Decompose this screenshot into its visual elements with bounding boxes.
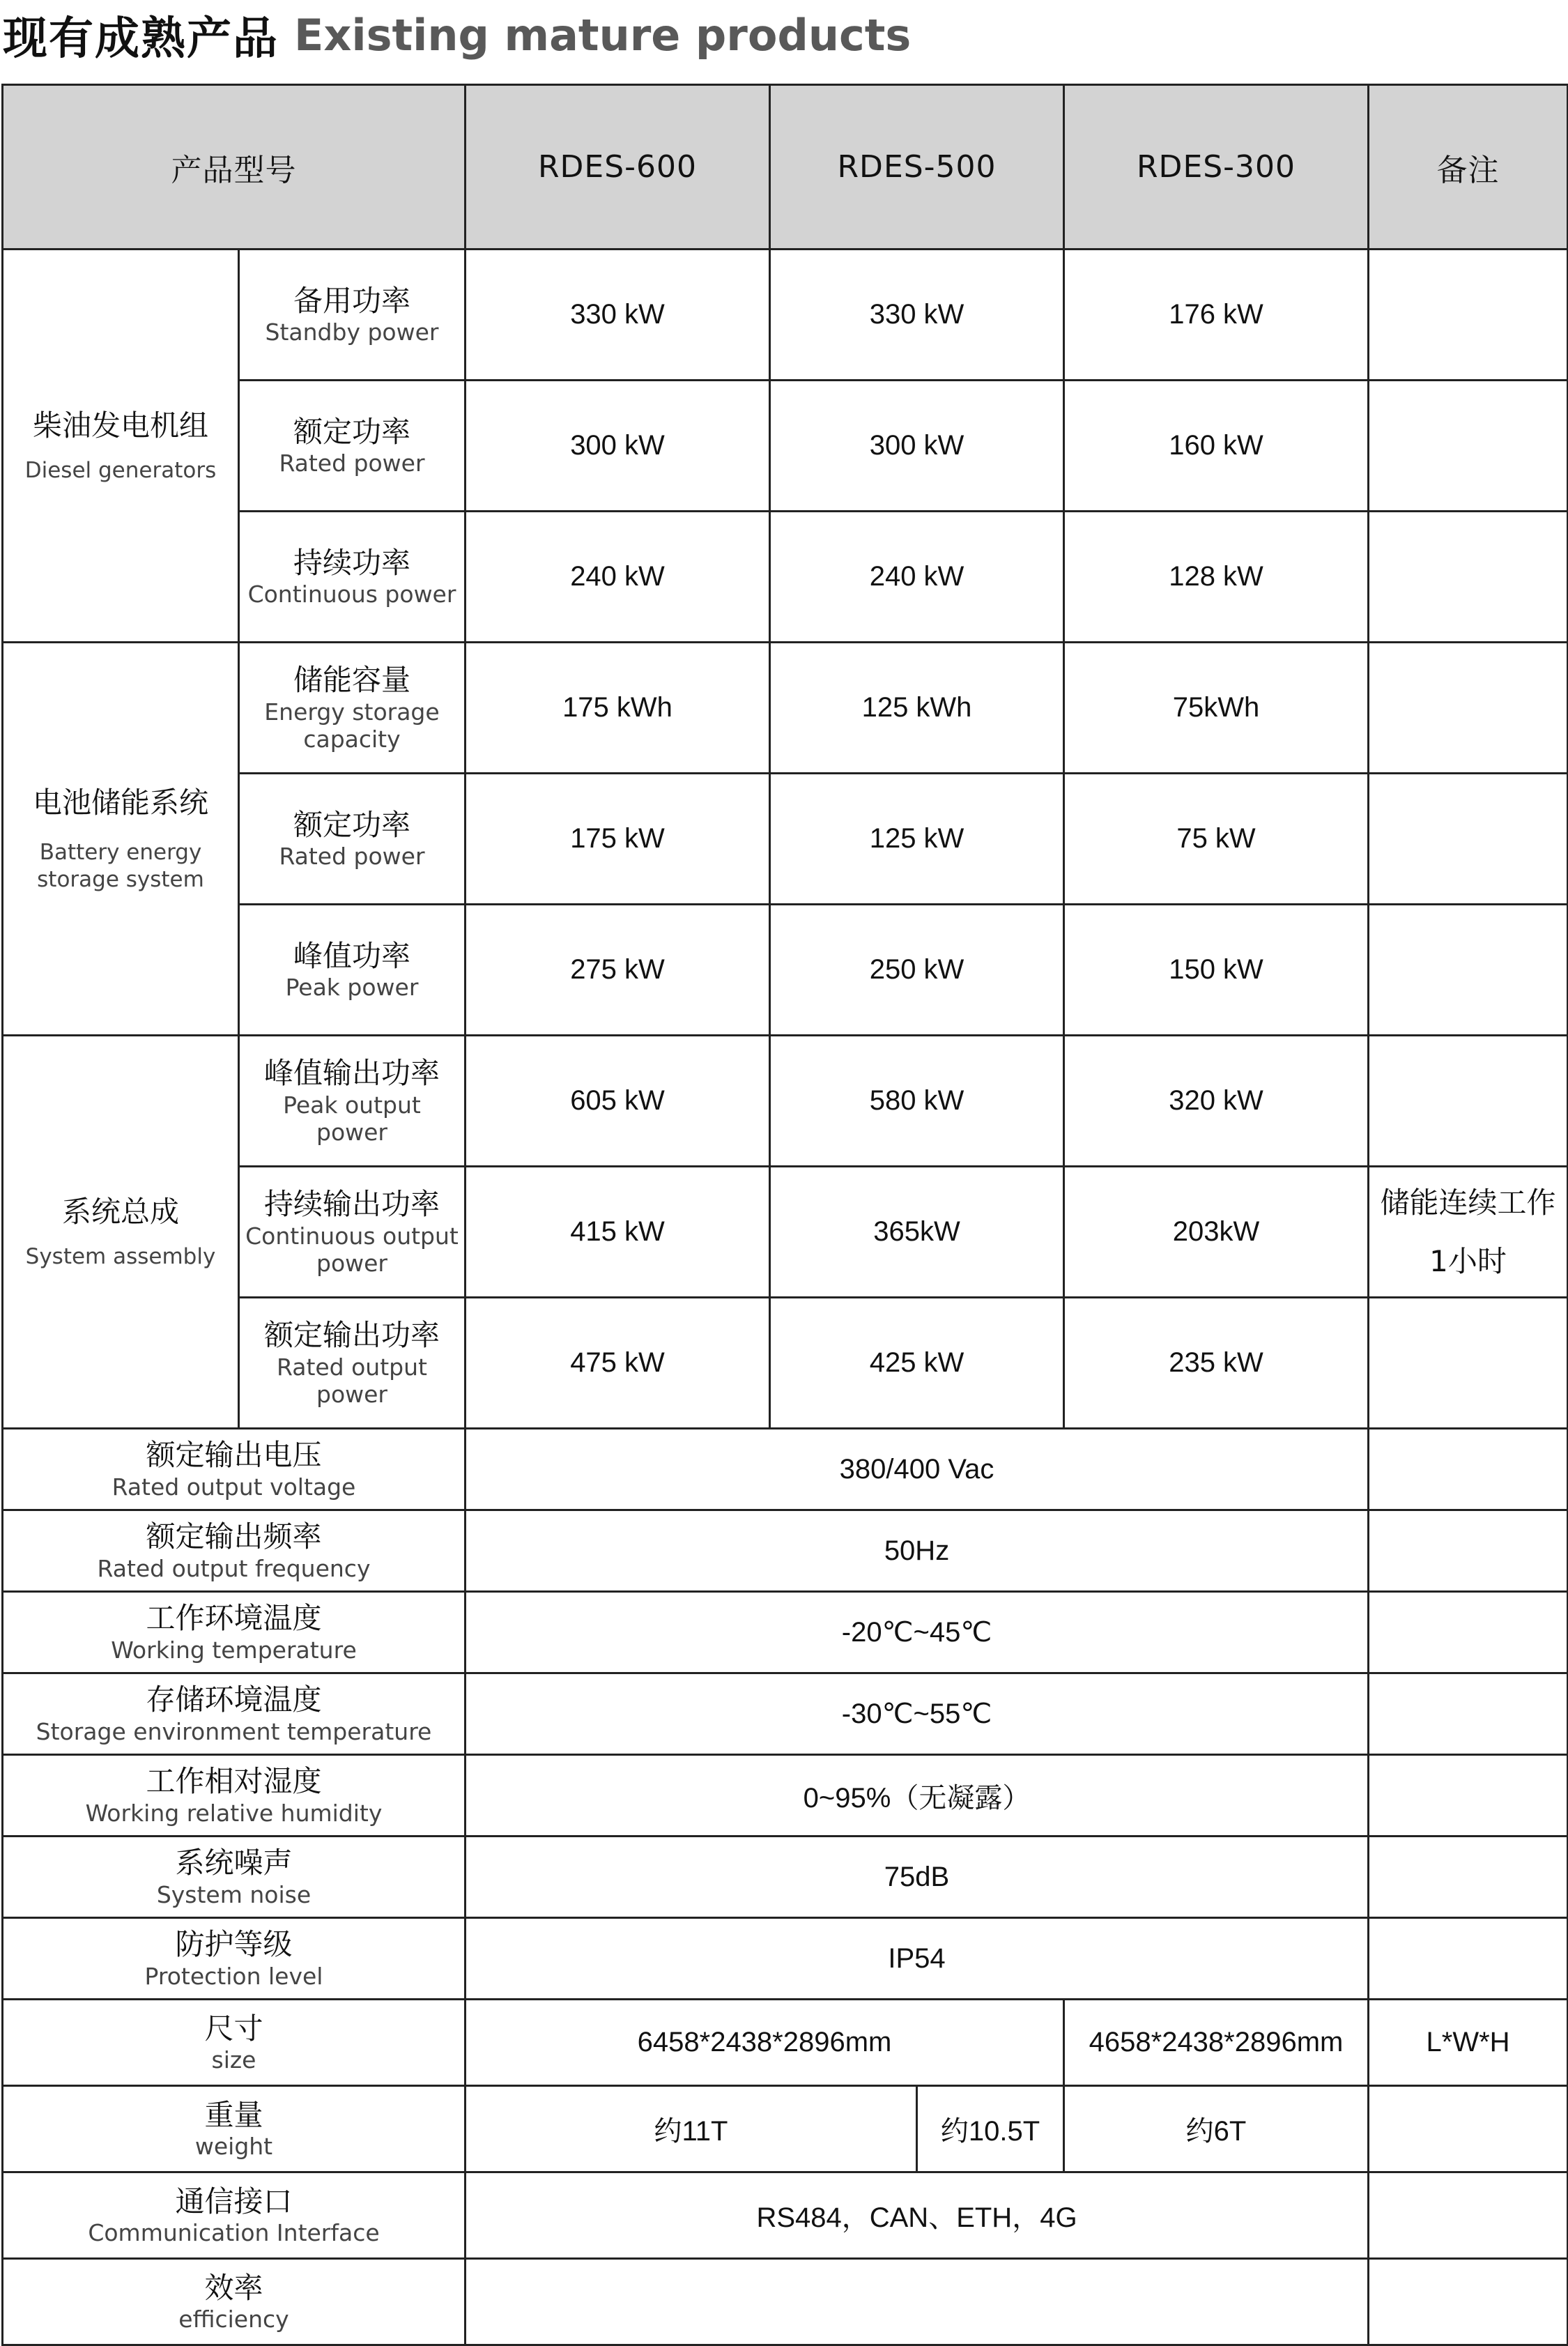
header-rdes-600: RDES-600	[466, 85, 770, 250]
note-cell	[1369, 774, 1568, 905]
row-label-continuous-output-power: 持续输出功率 Continuous output power	[239, 1167, 466, 1298]
note-cell-continuous: 储能连续工作 1小时	[1369, 1167, 1568, 1298]
category-diesel: 柴油发电机组 Diesel generators	[3, 250, 239, 643]
note-cell	[1369, 2259, 1568, 2345]
cell-value: 235 kW	[1064, 1298, 1369, 1429]
title-english: Existing mature products	[294, 9, 912, 61]
table-row	[3, 1673, 1568, 1755]
table-row	[3, 2259, 1568, 2345]
header-model: 产品型号	[3, 85, 466, 250]
cell-value: 75 kW	[1064, 774, 1369, 905]
category-system: 系统总成 System assembly	[3, 1036, 239, 1429]
title-chinese: 现有成熟产品	[3, 13, 279, 65]
table-row	[3, 1837, 1568, 1918]
note-cell	[1369, 1036, 1568, 1167]
note-cell	[1369, 2172, 1568, 2259]
cell-value: 50Hz	[466, 1510, 1369, 1592]
row-label-weight: 重量 weight	[3, 2086, 466, 2172]
cell-value: 580 kW	[770, 1036, 1064, 1167]
row-label-rated-output-power: 额定输出功率 Rated output power	[239, 1298, 466, 1429]
cell-value: 250 kW	[770, 905, 1064, 1036]
cell-value: 4658*2438*2896mm	[1064, 2000, 1369, 2086]
row-label-size: 尺寸 size	[3, 2000, 466, 2086]
cell-value: 605 kW	[466, 1036, 770, 1167]
cell-value: 125 kWh	[770, 643, 1064, 774]
row-label-continuous-power: 持续功率 Continuous power	[239, 512, 466, 643]
table-row	[3, 2172, 1568, 2259]
note-cell	[1369, 1298, 1568, 1429]
table-header-row	[3, 85, 1568, 250]
cell-value	[466, 2259, 1369, 2345]
cell-value: 约10.5T	[917, 2086, 1064, 2172]
cell-value: 320 kW	[1064, 1036, 1369, 1167]
cell-value: 128 kW	[1064, 512, 1369, 643]
cell-value: -30℃~55℃	[466, 1673, 1369, 1755]
cell-value: 240 kW	[466, 512, 770, 643]
note-cell	[1369, 1918, 1568, 2000]
page-title	[3, 0, 911, 70]
row-label-peak-output-power: 峰值输出功率 Peak output power	[239, 1036, 466, 1167]
table-row	[3, 250, 1568, 381]
row-label-energy-capacity: 储能容量 Energy storage capacity	[239, 643, 466, 774]
row-label-protection-level: 防护等级 Protection level	[3, 1918, 466, 2000]
cell-value: 175 kWh	[466, 643, 770, 774]
row-label-efficiency: 效率 efficiency	[3, 2259, 466, 2345]
row-label-system-noise: 系统噪声 System noise	[3, 1837, 466, 1918]
row-label-battery-rated-power: 额定功率 Rated power	[239, 774, 466, 905]
note-cell	[1369, 2086, 1568, 2172]
cell-value: 约11T	[466, 2086, 917, 2172]
table-row	[3, 1036, 1568, 1167]
cell-value: 125 kW	[770, 774, 1064, 905]
cell-value: 203kW	[1064, 1167, 1369, 1298]
cell-value: 330 kW	[770, 250, 1064, 381]
row-label-standby-power: 备用功率 Standby power	[239, 250, 466, 381]
cell-value: 300 kW	[770, 381, 1064, 512]
cell-value: 75kWh	[1064, 643, 1369, 774]
note-cell	[1369, 643, 1568, 774]
note-cell	[1369, 1755, 1568, 1837]
note-cell	[1369, 1510, 1568, 1592]
note-cell	[1369, 381, 1568, 512]
note-cell	[1369, 1429, 1568, 1510]
cell-value: 240 kW	[770, 512, 1064, 643]
cell-value: 75dB	[466, 1837, 1369, 1918]
row-label-peak-power: 峰值功率 Peak power	[239, 905, 466, 1036]
row-label-rated-power: 额定功率 Rated power	[239, 381, 466, 512]
note-cell	[1369, 512, 1568, 643]
header-note: 备注	[1369, 85, 1568, 250]
cell-value: 160 kW	[1064, 381, 1369, 512]
cell-value: 380/400 Vac	[466, 1429, 1369, 1510]
table-row	[3, 1510, 1568, 1592]
table-row	[3, 1918, 1568, 2000]
cell-value: 330 kW	[466, 250, 770, 381]
row-label-storage-temperature: 存储环境温度 Storage environment temperature	[3, 1673, 466, 1755]
note-cell	[1369, 1837, 1568, 1918]
category-battery: 电池储能系统 Battery energy storage system	[3, 643, 239, 1036]
table-row	[3, 643, 1568, 774]
cell-value: IP54	[466, 1918, 1369, 2000]
table-row	[3, 1755, 1568, 1837]
cell-value: 0~95%（无凝露）	[466, 1755, 1369, 1837]
cell-value: 150 kW	[1064, 905, 1369, 1036]
row-label-output-voltage: 额定输出电压 Rated output voltage	[3, 1429, 466, 1510]
cell-value: 275 kW	[466, 905, 770, 1036]
cell-value: 176 kW	[1064, 250, 1369, 381]
table-row	[3, 1429, 1568, 1510]
row-label-working-temperature: 工作环境温度 Working temperature	[3, 1592, 466, 1673]
row-label-output-frequency: 额定输出频率 Rated output frequency	[3, 1510, 466, 1592]
row-label-relative-humidity: 工作相对湿度 Working relative humidity	[3, 1755, 466, 1837]
row-label-communication-interface: 通信接口 Communication Interface	[3, 2172, 466, 2259]
cell-value: 300 kW	[466, 381, 770, 512]
cell-value: 6458*2438*2896mm	[466, 2000, 1064, 2086]
note-cell	[1369, 1592, 1568, 1673]
cell-value: 475 kW	[466, 1298, 770, 1429]
table-row	[3, 1592, 1568, 1673]
note-cell	[1369, 905, 1568, 1036]
note-cell	[1369, 250, 1568, 381]
cell-value: RS484，CAN、ETH，4G	[466, 2172, 1369, 2259]
header-rdes-300: RDES-300	[1064, 85, 1369, 250]
table-row	[3, 2000, 1568, 2086]
note-cell-size: L*W*H	[1369, 2000, 1568, 2086]
cell-value: 425 kW	[770, 1298, 1064, 1429]
cell-value: -20℃~45℃	[466, 1592, 1369, 1673]
header-rdes-500: RDES-500	[770, 85, 1064, 250]
cell-value: 365kW	[770, 1167, 1064, 1298]
cell-value: 约6T	[1064, 2086, 1369, 2172]
product-spec-table	[1, 84, 1568, 2346]
cell-value: 175 kW	[466, 774, 770, 905]
table-row	[3, 2086, 1568, 2172]
cell-value: 415 kW	[466, 1167, 770, 1298]
note-cell	[1369, 1673, 1568, 1755]
